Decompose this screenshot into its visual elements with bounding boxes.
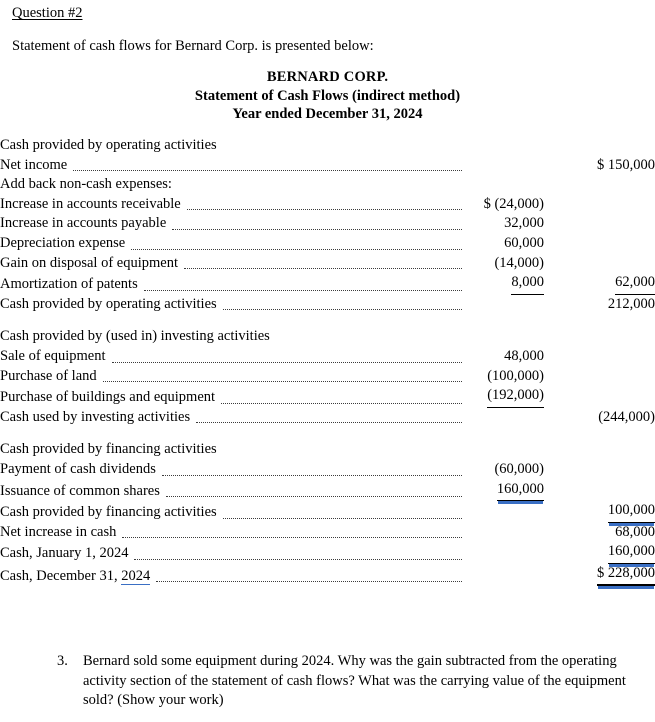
amount-cell-secondary [544, 175, 655, 195]
amount-cell-primary [468, 327, 544, 347]
amount-cell-secondary [544, 214, 655, 234]
amount-value: (100,000) [487, 367, 544, 384]
table-row [0, 156, 655, 176]
table-row [0, 523, 655, 543]
line-item-label [0, 254, 468, 274]
amount-cell-secondary [544, 254, 655, 274]
amount-cell-secondary [544, 523, 655, 543]
line-item-label [0, 480, 468, 502]
amount-cell-secondary [544, 295, 655, 315]
amount-cell-primary [468, 523, 544, 543]
amount-cell-primary [468, 386, 544, 408]
amount-value: (192,000) [487, 386, 544, 408]
section-header-row-operating [0, 136, 655, 156]
amount-value: $ 150,000 [597, 156, 655, 173]
amount-value: 62,000 [615, 273, 655, 295]
amount-cell-secondary [544, 480, 655, 502]
line-item-label [0, 295, 468, 315]
table-row [0, 542, 655, 564]
leader-dots [122, 536, 462, 538]
leader-dots [156, 580, 462, 582]
amount-cell-primary [468, 175, 544, 195]
table-row [0, 214, 655, 234]
amount-value: 48,000 [504, 347, 544, 364]
line-item-label [0, 460, 468, 480]
line-item-text: Issuance of common shares [0, 482, 164, 502]
line-item-text: Add back non-cash expenses: [0, 176, 176, 192]
section-header-row-investing [0, 327, 655, 347]
revision-marked-word: 2024 [121, 567, 151, 584]
table-row [0, 480, 655, 502]
section-header-label [0, 327, 468, 347]
amount-value: 212,000 [607, 295, 655, 312]
amount-value: (244,000) [598, 408, 655, 425]
amount-cell-secondary [544, 367, 655, 387]
line-item-label [0, 386, 468, 408]
amount-value: 100,000 [608, 501, 655, 523]
table-row [0, 195, 655, 215]
line-item-text: Gain on disposal of equipment [0, 254, 182, 274]
line-item-text: Cash provided by (used in) investing activities [0, 328, 274, 344]
amount-cell-secondary [544, 542, 655, 564]
statement-heading [0, 68, 655, 124]
amount-cell-primary [468, 408, 544, 428]
table-row [0, 367, 655, 387]
table-row [0, 295, 655, 315]
line-item-label [0, 175, 468, 195]
line-item-text: Increase in accounts receivable [0, 195, 185, 215]
amount-cell-primary [468, 195, 544, 215]
question-3-text: Bernard sold some equipment during 2024. Why was the gain subtracted from the operating activity section of the statement of cash flows? What was the carrying value of the equipment sold? (Show your work) [83, 653, 626, 708]
table-row [0, 564, 655, 587]
table-row [0, 254, 655, 274]
amount-cell-primary [468, 460, 544, 480]
amount-cell-primary [468, 542, 544, 564]
amount-cell-secondary [544, 273, 655, 295]
amount-cell-primary [468, 347, 544, 367]
line-item-label [0, 234, 468, 254]
amount-cell-secondary [544, 234, 655, 254]
leader-dots [223, 517, 462, 519]
leader-dots [172, 228, 462, 230]
line-item-text: Cash provided by operating activities [0, 137, 221, 153]
amount-cell-secondary [544, 460, 655, 480]
amount-cell-secondary [544, 408, 655, 428]
line-item-label [0, 195, 468, 215]
leader-dots [166, 495, 462, 497]
line-item-text: Increase in accounts payable [0, 214, 170, 234]
line-item-label [0, 564, 468, 587]
question-3 [57, 652, 637, 711]
section-header-label [0, 440, 468, 460]
line-item-label [0, 367, 468, 387]
table-row [0, 386, 655, 408]
table-row [0, 460, 655, 480]
amount-cell-primary [468, 156, 544, 176]
amount-cell-secondary [544, 327, 655, 347]
amount-cell-secondary [544, 136, 655, 156]
amount-value: 160,000 [497, 480, 544, 502]
section-spacer [0, 314, 655, 327]
amount-cell-primary [468, 136, 544, 156]
line-item-text: Payment of cash dividends [0, 460, 160, 480]
line-item-label [0, 273, 468, 295]
line-item-label [0, 214, 468, 234]
leader-dots [144, 289, 462, 291]
table-row [0, 234, 655, 254]
line-item-text: Cash used by investing activities [0, 408, 194, 428]
leader-dots [73, 169, 462, 171]
amount-cell-primary [468, 234, 544, 254]
table-row [0, 347, 655, 367]
line-item-label [0, 156, 468, 176]
amount-cell-secondary [544, 386, 655, 408]
line-item-label [0, 347, 468, 367]
line-item-label [0, 542, 468, 564]
amount-cell-secondary [544, 501, 655, 523]
amount-cell-primary [468, 440, 544, 460]
table-row [0, 273, 655, 295]
line-item-text: Purchase of land [0, 367, 101, 387]
line-item-text: Net income [0, 156, 71, 176]
amount-value: 160,000 [608, 542, 655, 564]
amount-cell-primary [468, 501, 544, 523]
amount-cell-primary [468, 480, 544, 502]
leader-dots [162, 474, 462, 476]
leader-dots [187, 208, 462, 210]
line-item-label [0, 501, 468, 523]
leader-dots [112, 361, 462, 363]
amount-cell-secondary [544, 564, 655, 587]
amount-value: (60,000) [494, 460, 544, 477]
amount-cell-primary [468, 367, 544, 387]
heading-statement-type: Statement of Cash Flows (indirect method) [194, 87, 461, 104]
line-item-label [0, 523, 468, 543]
line-item-text: Amortization of patents [0, 275, 142, 295]
line-item-text: Cash, December 31, 2024 [0, 567, 154, 587]
leader-dots [103, 380, 462, 382]
section-header-label [0, 136, 468, 156]
amount-cell-primary [468, 254, 544, 274]
line-item-text: Cash provided by operating activities [0, 295, 221, 315]
amount-value: 60,000 [504, 234, 544, 251]
leader-dots [131, 248, 462, 250]
line-item-text: Purchase of buildings and equipment [0, 388, 219, 408]
heading-period: Year ended December 31, 2024 [232, 106, 423, 122]
section-spacer [0, 427, 655, 440]
heading-company: BERNARD CORP. [266, 69, 389, 85]
leader-dots [221, 402, 462, 404]
amount-value: (14,000) [494, 254, 544, 271]
line-item-text: Cash, January 1, 2024 [0, 544, 132, 564]
amount-cell-primary [468, 564, 544, 587]
leader-dots [196, 421, 462, 423]
amount-cell-primary [468, 273, 544, 295]
line-item-text: Net increase in cash [0, 523, 120, 543]
question-title: Question #2 [12, 5, 83, 21]
amount-cell-secondary [544, 347, 655, 367]
question-3-marker: 3. [57, 653, 68, 669]
leader-dots [184, 267, 462, 269]
leader-dots [134, 558, 462, 560]
amount-cell-secondary [544, 440, 655, 460]
amount-value: $ 228,000 [597, 564, 655, 587]
amount-value: 8,000 [511, 273, 544, 295]
line-item-text: Cash provided by financing activities [0, 503, 221, 523]
line-item-text: Cash provided by financing activities [0, 441, 221, 457]
line-item-text: Depreciation expense [0, 234, 129, 254]
table-row [0, 501, 655, 523]
intro-text: Statement of cash flows for Bernard Corp. is presented below: [12, 38, 374, 54]
amount-cell-secondary [544, 195, 655, 215]
section-header-row-financing [0, 440, 655, 460]
line-item-label [0, 408, 468, 428]
amount-value: 32,000 [504, 215, 544, 232]
table-row [0, 408, 655, 428]
amount-value: $ (24,000) [483, 195, 544, 212]
amount-value: 68,000 [615, 523, 655, 540]
table-row [0, 175, 655, 195]
amount-cell-primary [468, 214, 544, 234]
leader-dots [223, 308, 462, 310]
amount-cell-primary [468, 295, 544, 315]
amount-cell-secondary [544, 156, 655, 176]
cash-flow-statement-table [0, 136, 655, 586]
line-item-text: Sale of equipment [0, 347, 110, 367]
